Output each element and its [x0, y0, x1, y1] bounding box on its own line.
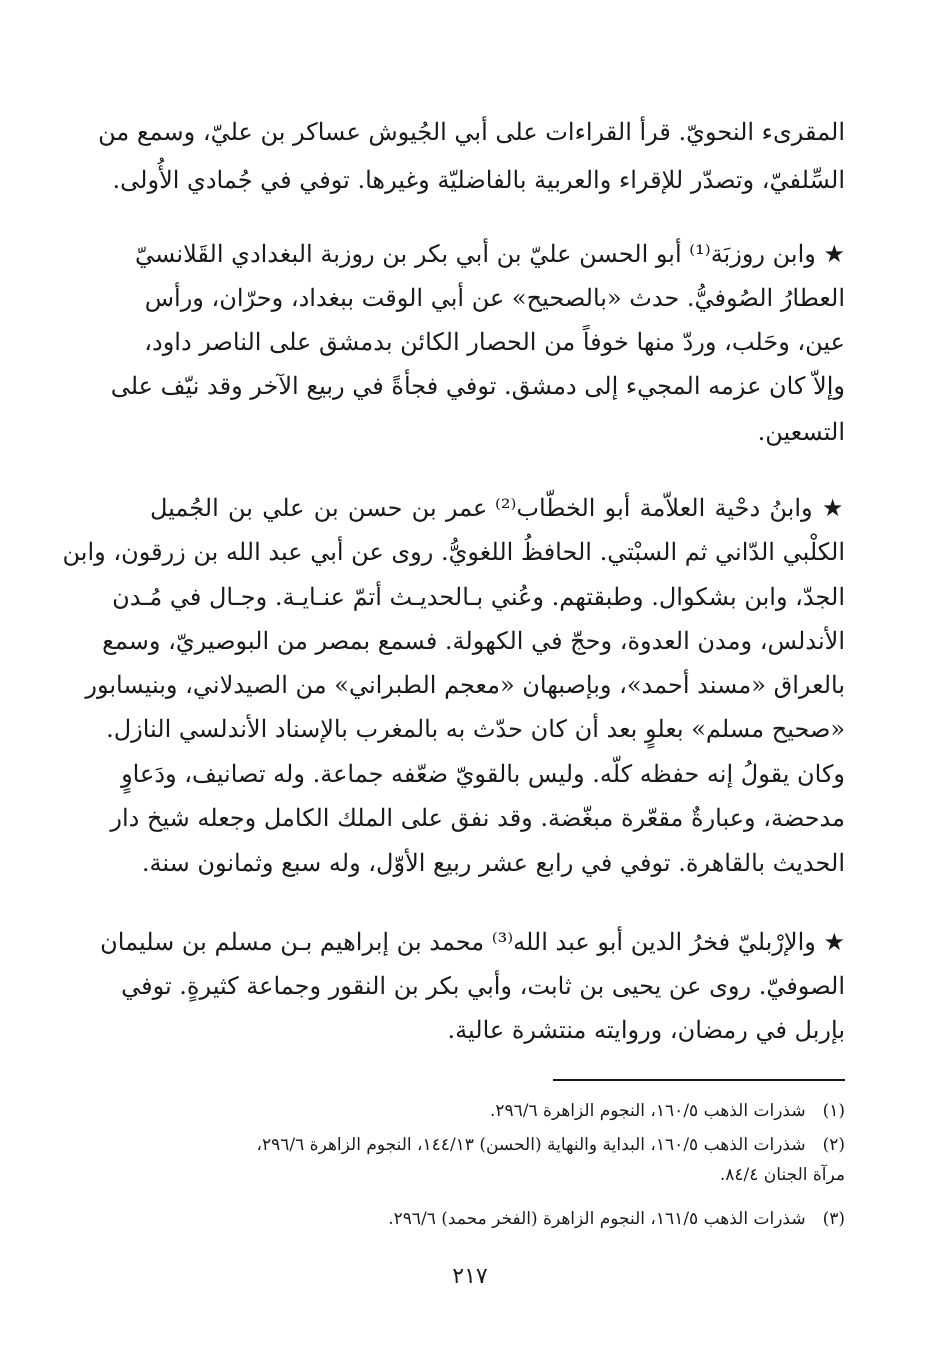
- footnote-separator: [553, 1079, 845, 1081]
- text-line: بإربل في رمضان، وروايته منتشرة عالية.: [447, 1016, 845, 1044]
- footnote-1: [150, 1098, 845, 1124]
- footnote-text: شذرات الذهب ١٦٠/٥، النجوم الزاهرة ٢٩٦/٦.: [489, 1101, 806, 1121]
- text-line: الأندلس، ومدن العدوة، وحجّ في الكهولة. فسمع بمصر من البوصيريّ، وسمع: [102, 627, 845, 655]
- footnote-number: (٢): [822, 1135, 845, 1155]
- text-line: ★ والإرْبليّ فخرُ الدين أبو عبد الله⁽³⁾ محمد بن إبراهيم بـن مسلم بن سليمان: [100, 928, 845, 956]
- text-line: وكان يقولُ إنه حفظه كلّه. وليس بالقويّ ضعّفه جماعة. وله تصانيف، ودَعاوٍ: [121, 760, 845, 788]
- text-line: الكلْبي الدّاني ثم السبْتي. الحافظُ اللغويُّ. روى عن أبي عبد الله بن زرقون، وابن: [62, 538, 845, 566]
- text-line: عين، وحَلب، وردّ منها خوفاً من الحصار الكائن بدمشق على الناصر داود،: [144, 328, 845, 356]
- text-line: وإلاّ كان عزمه المجيء إلى دمشق. توفي فجأةً في ربيع الآخر وقد نيّف على: [110, 372, 845, 400]
- footnote-number: (١): [822, 1101, 845, 1121]
- footnote-3: [150, 1206, 845, 1232]
- text-line: السِّلفيّ، وتصدّر للإقراء والعربية بالفاضليّة وغيرها. توفي في جُمادي الأُولى.: [112, 166, 845, 194]
- text-line: الحديث بالقاهرة. توفي في رابع عشر ربيع الأوّل، وله سبع وثمانون سنة.: [141, 849, 845, 877]
- text-line: العطارُ الصُوفيُّ. حدث «بالصحيح» عن أبي الوقت ببغداد، وحرّان، ورأس: [144, 284, 845, 312]
- text-line: بالعراق «مسند أحمد»، وبإصبهان «معجم الطبراني» من الصيدلاني، وبنيسابور: [85, 671, 845, 699]
- footnote-2: [150, 1132, 845, 1158]
- footnote-number: (٣): [822, 1209, 845, 1229]
- text-line: الصوفيّ. روى عن يحيى بن ثابت، وأبي بكر بن النقور وجماعة كثيرةٍ. توفي: [121, 972, 845, 1000]
- footnote-text: شذرات الذهب ١٦١/٥، النجوم الزاهرة (الفخر محمد) ٢٩٦/٦.: [388, 1209, 806, 1229]
- footnote-text: شذرات الذهب ١٦٠/٥، البداية والنهاية (الحسن) ١٤٤/١٣، النجوم الزاهرة ٢٩٦/٦،: [256, 1135, 806, 1155]
- footnote-2-continuation: مرآة الجنان ٨٤/٤.: [719, 1165, 845, 1185]
- page-number: ٢١٧: [452, 1264, 488, 1289]
- text-line: «صحيح مسلم» بعلوٍ بعد أن كان حدّث به بالمغرب بالإسناد الأندلسي النازل.: [106, 715, 845, 743]
- text-line: الجدّ، وابن بشكوال. وطبقتهم. وعُني بـالحديـث أتمّ عنـايـة. وجـال في مُـدن: [112, 583, 845, 611]
- text-line: مدحضة، وعبارةٌ مقعّرة مبغّضة. وقد نفق على الملك الكامل وجعله شيخ دار: [110, 804, 845, 832]
- text-line: المقرىء النحويّ. قرأ القراءات على أبي الجُيوش عساكر بن عليّ، وسمع من: [98, 118, 845, 146]
- text-line: ★ وابن روزبَة⁽¹⁾ أبو الحسن عليّ بن أبي بكر بن روزبة البغدادي القَلانسيّ: [135, 240, 845, 268]
- text-line: ★ وابنُ دحْية العلاّمة أبو الخطّاب⁽²⁾ عمر بن حسن بن علي بن الجُميل: [150, 494, 845, 522]
- text-line: التسعين.: [757, 418, 845, 446]
